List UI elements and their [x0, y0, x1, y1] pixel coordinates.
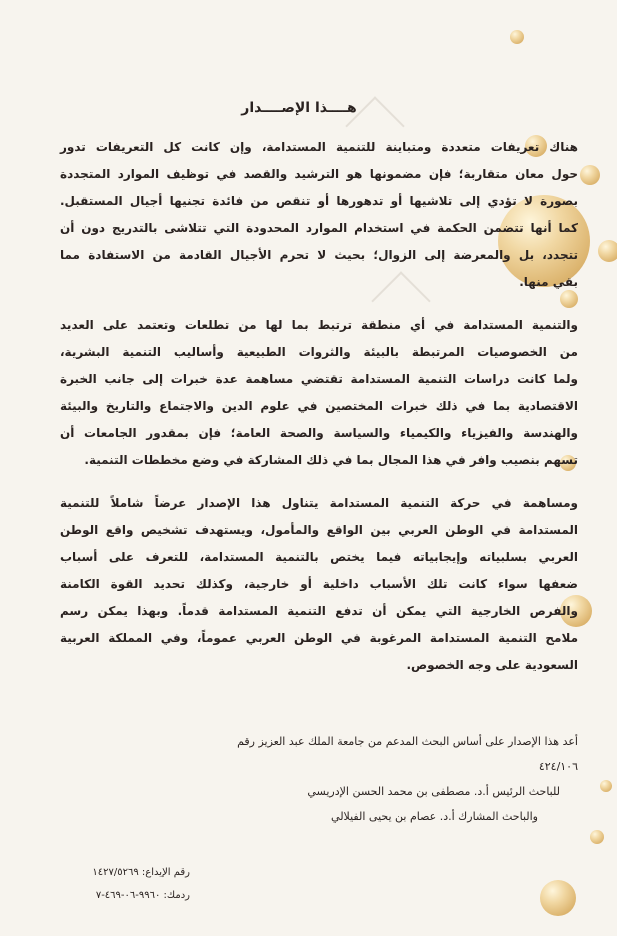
- paragraph-3: [60, 490, 578, 679]
- text-line: حول معان متقاربة؛ فإن مضمونها هو الترشيد والقصد في توظيف الموارد المتجددة: [60, 167, 578, 181]
- decorative-sphere: [580, 165, 600, 185]
- credit-line: أعد هذا الإصدار على أساس البحث المدعم من جامعة الملك عبد العزيز رقم ٤٢٤/١٠٦: [237, 735, 578, 773]
- text-line: بقي منها.: [519, 275, 578, 289]
- text-line: السعودية على وجه الخصوص.: [406, 658, 578, 672]
- deposit-wrapper: [60, 861, 578, 907]
- decorative-sphere: [590, 830, 604, 844]
- credit-line: والباحث المشارك أ.د. عصام بن يحيى الفيلالي: [331, 810, 538, 823]
- deposit-number: رقم الإيداع: ١٤٢٧/٥٢٦٩: [92, 867, 190, 878]
- research-credits: [195, 729, 578, 829]
- text-line: كما أنها تتضمن الحكمة في استخدام الموارد المحدودة التي تتلاشى بالتدريج دون أن: [60, 221, 578, 235]
- document-body: [60, 0, 578, 907]
- text-line: هناك تعريفات متعددة ومتباينة للتنمية المستدامة، وإن كانت كل التعريفات تدور: [60, 140, 578, 154]
- text-line: والتنمية المستدامة في أي منطقة ترتبط بما لها من تطلعات وتعتمد على العديد: [60, 318, 578, 332]
- text-line: والفرص الخارجية التي يمكن أن تدفع التنمية المستدامة قدماً. وبهذا يمكن رسم: [60, 604, 578, 618]
- text-line: ملامح التنمية المستدامة المرغوبة في الوطن العربي عموماً، وفي المملكة العربية: [60, 631, 578, 645]
- text-line: تسهم بنصيب وافر في هذا المجال بما في ذلك المشاركة في وضع مخططات التنمية.: [84, 453, 578, 467]
- decorative-sphere: [600, 780, 612, 792]
- decorative-sphere: [598, 240, 617, 262]
- text-line: من الخصوصيات المرتبطة بالبيئة والثروات الطبيعية وأساليب التنمية البشرية،: [60, 345, 578, 359]
- text-line: العربي بسلبياته وإيجابياته فيما يختص بالتنمية المستدامة، للتعرف على أسباب: [60, 550, 578, 564]
- text-line: الاقتصادية بما في ذلك خبرات المختصين في علوم الدين والاجتماع والتاريخ والبيئة: [60, 399, 578, 413]
- paragraph-2: [60, 312, 578, 474]
- credit-line: للباحث الرئيس أ.د. مصطفى بن محمد الحسن الإدريسي: [307, 785, 560, 798]
- text-line: والهندسة والفيزياء والكيمياء والسياسة والصحة العامة؛ فإن بمقدور الجامعات أن: [60, 426, 578, 440]
- text-line: تتجدد، بل والمعرضة إلى الزوال؛ بحيث لا تحرم الأجيال القادمة من الاستفادة مما: [60, 248, 578, 262]
- isbn: ردمك: ٩٩٦٠-٠٦-٤٦٩-٧: [95, 890, 190, 901]
- page-title: هــــذا الإصــــدار: [241, 100, 357, 116]
- text-line: المستدامة في الوطن العربي بين الواقع والمأمول، ويستهدف تشخيص واقع الوطن: [60, 523, 578, 537]
- paragraph-1: [60, 134, 578, 296]
- text-line: بصورة لا تؤدي إلى تلاشيها أو تدهورها أو تنقص من فائدة تجنيها أجيال المستقبل.: [60, 194, 578, 208]
- deposit-info: [30, 861, 190, 907]
- text-line: ولما كانت دراسات التنمية المستدامة تقتضي مساهمة عدة خبرات إلى جانب الخبرة: [60, 372, 578, 386]
- text-line: ومساهمة في حركة التنمية المستدامة يتناول هذا الإصدار عرضاً شاملاً للتنمية: [60, 496, 578, 510]
- text-line: ضعفها سواء كانت تلك الأسباب داخلية أو خارجية، وكذلك تحديد القوة الكامنة: [60, 577, 578, 591]
